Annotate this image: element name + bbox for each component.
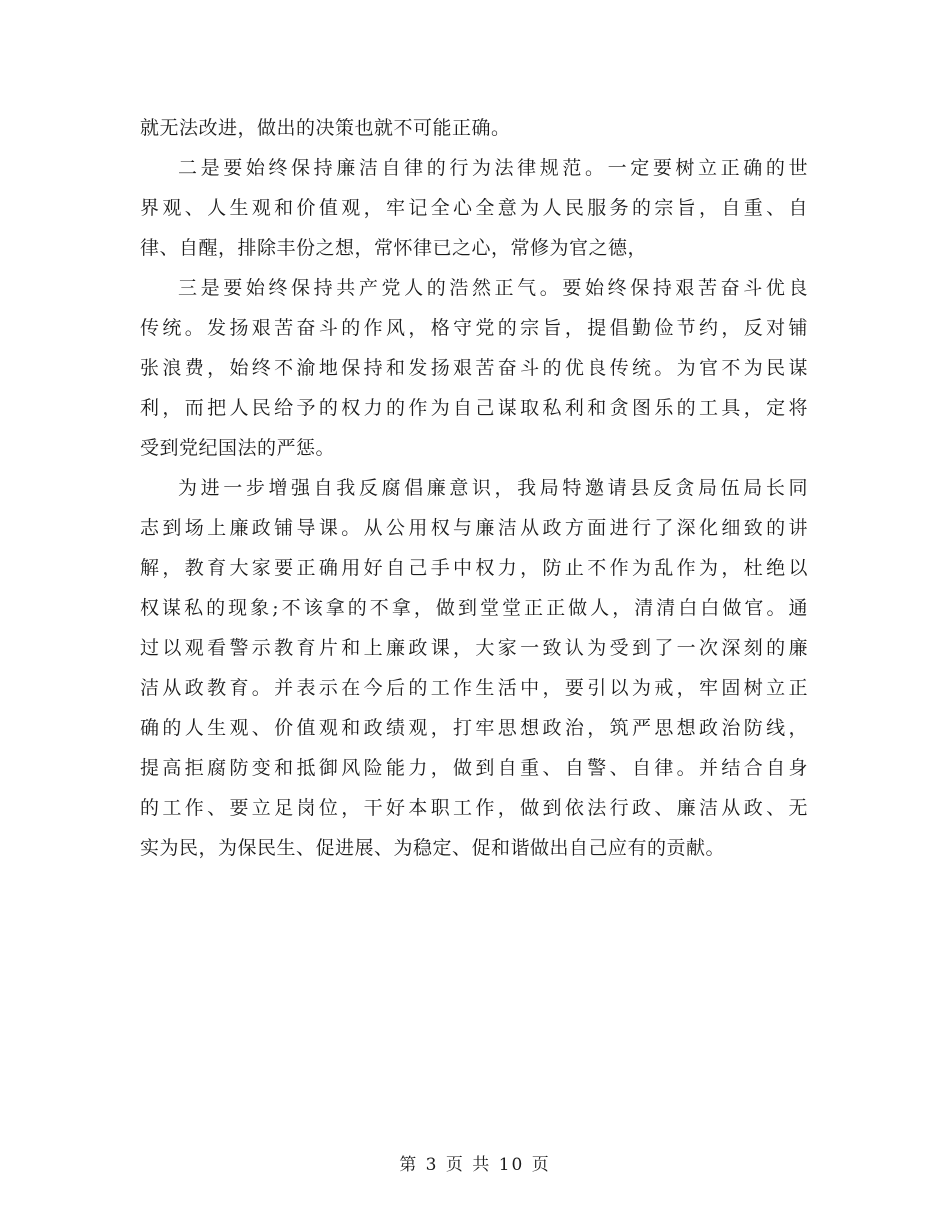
document-body [140,108,808,868]
text-line: 过以观看警示教育片和上廉政课，大家一致认为受到了一次深刻的廉 [140,637,808,659]
text-line: 解，教育大家要正确用好自己手中权力，防止不作为乱作为，杜绝以 [140,557,808,579]
text-line: 洁从政教育。并表示在今后的工作生活中，要引以为戒，牢固树立正 [140,677,808,699]
paragraph-second-point [140,148,808,268]
page-number-footer: 第 3 页 共 10 页 [399,1155,551,1175]
paragraph-continuation [140,108,808,148]
text-line: 的工作、要立足岗位，干好本职工作，做到依法行政、廉洁从政、无 [140,797,808,819]
text-line: 传统。发扬艰苦奋斗的作风，格守党的宗旨，提倡勤俭节约，反对铺 [140,317,808,339]
text-line: 就无法改进，做出的决策也就不可能正确。 [140,117,511,139]
text-line: 受到党纪国法的严惩。 [140,437,336,459]
text-line: 确的人生观、价值观和政绩观，打牢思想政治，筑严思想政治防线， [140,717,808,739]
text-line: 志到场上廉政铺导课。从公用权与廉洁从政方面进行了深化细致的讲 [140,517,808,539]
text-line: 权谋私的现象;不该拿的不拿，做到堂堂正正做人，清清白白做官。通 [140,597,808,619]
text-line: 为进一步增强自我反腐倡廉意识，我局特邀请县反贪局伍局长同 [178,477,808,499]
paragraph-third-point [140,268,808,468]
text-line: 利，而把人民给予的权力的作为自己谋取私利和贪图乐的工具，定将 [140,397,808,419]
text-line: 界观、人生观和价值观，牢记全心全意为人民服务的宗旨，自重、自 [140,197,808,219]
text-line: 三是要始终保持共产党人的浩然正气。要始终保持艰苦奋斗优良 [178,277,808,299]
paragraph-lecture [140,468,808,868]
text-line: 实为民，为保民生、促进展、为稳定、促和谐做出自己应有的贡献。 [140,837,726,859]
text-line: 张浪费，始终不渝地保持和发扬艰苦奋斗的优良传统。为官不为民谋 [140,357,808,379]
text-line: 律、自醒，排除丰份之想，常怀律已之心，常修为官之德， [140,237,648,259]
text-line: 二是要始终保持廉洁自律的行为法律规范。一定要树立正确的世 [178,157,808,179]
text-line: 提高拒腐防变和抵御风险能力，做到自重、自警、自律。并结合自身 [140,757,808,779]
